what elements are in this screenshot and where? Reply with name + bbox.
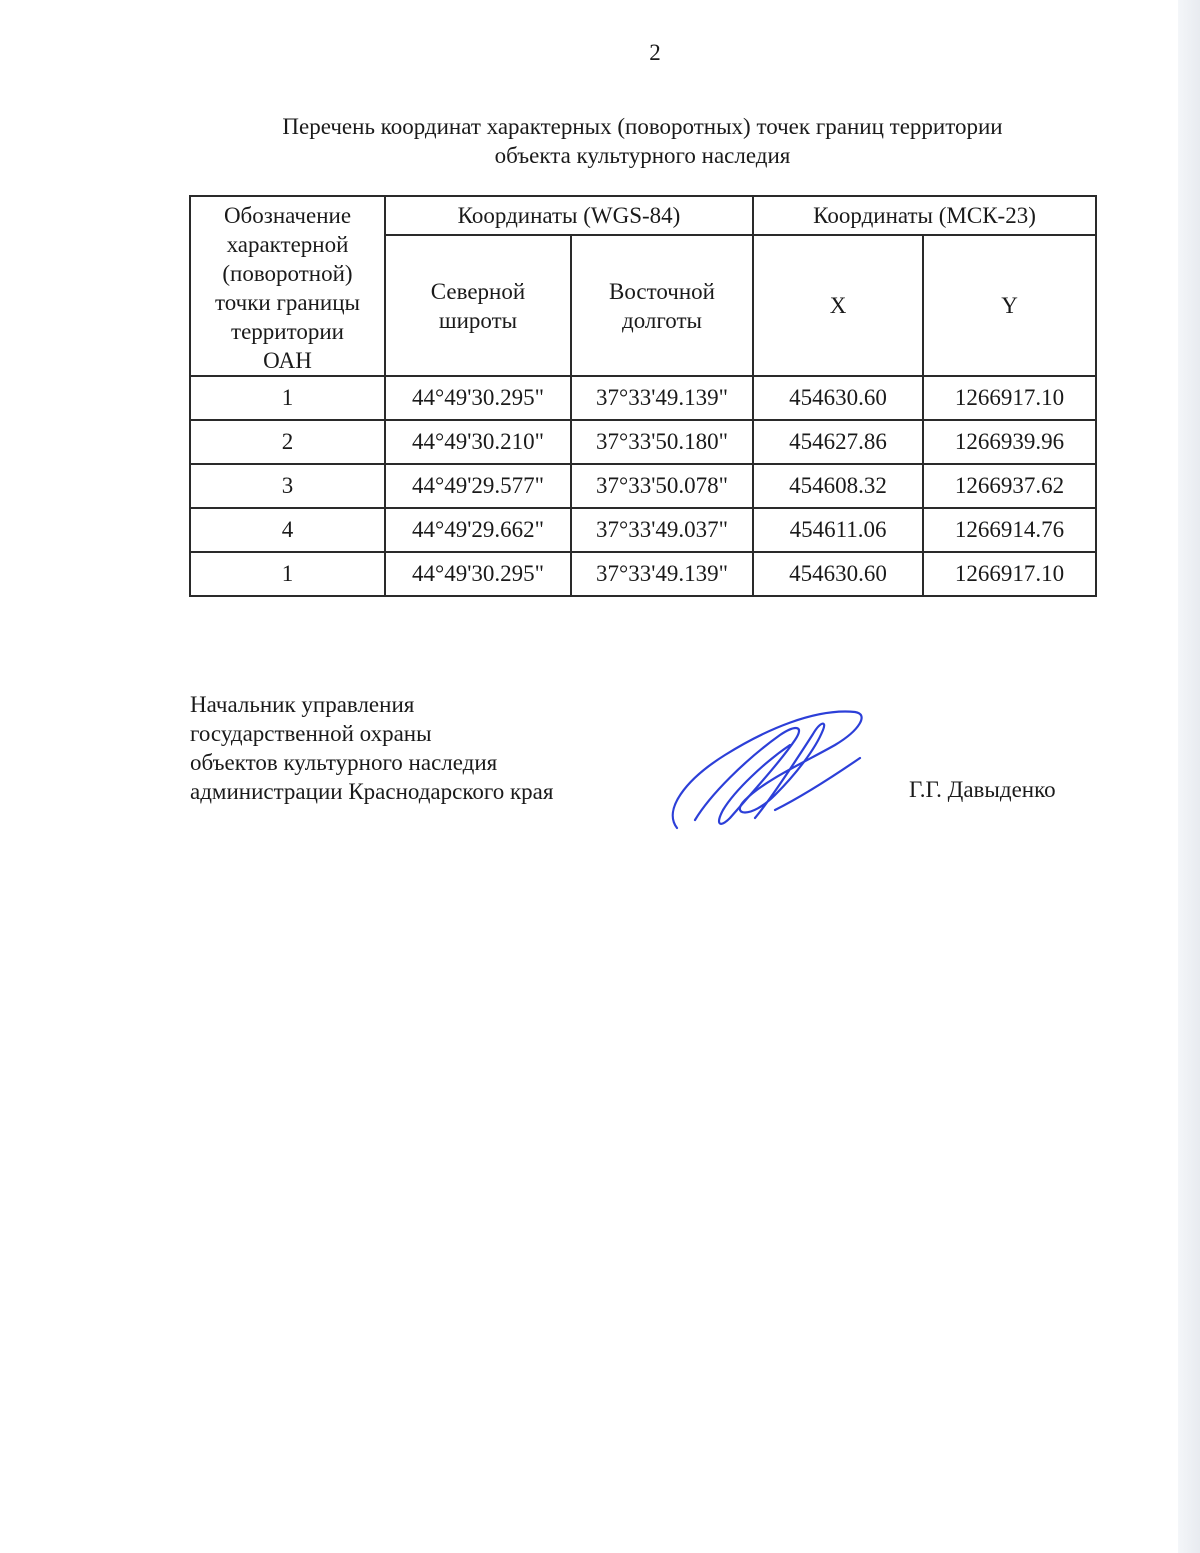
- point-header-line: точки границы: [215, 290, 360, 315]
- point-cell: 1: [190, 552, 385, 596]
- x-cell: 454608.32: [753, 464, 923, 508]
- y-header: Y: [923, 235, 1096, 376]
- y-cell: 1266917.10: [923, 552, 1096, 596]
- lat-header-line: широты: [438, 307, 518, 333]
- point-header-line: (поворотной): [222, 261, 353, 286]
- y-cell: 1266917.10: [923, 376, 1096, 420]
- signer-name: Г.Г. Давыденко: [909, 777, 1056, 802]
- point-header-line: Обозначение: [223, 203, 352, 228]
- table-row: [190, 508, 1096, 552]
- lat-cell: 44°49'30.295": [385, 376, 571, 420]
- point-header-line: характерной: [226, 232, 349, 257]
- point-cell: 2: [190, 420, 385, 464]
- lon-header: [571, 235, 753, 376]
- lat-header: [385, 235, 571, 376]
- lon-header-line: долготы: [622, 307, 702, 333]
- scan-edge: [1178, 0, 1200, 1553]
- wgs-header: Координаты (WGS-84): [385, 196, 753, 235]
- position-line: государственной охраны: [190, 721, 432, 746]
- lon-header-line: Восточной: [609, 278, 715, 304]
- x-cell: 454627.86: [753, 420, 923, 464]
- x-cell: 454630.60: [753, 376, 923, 420]
- x-cell: 454630.60: [753, 552, 923, 596]
- lat-cell: 44°49'29.662": [385, 508, 571, 552]
- point-header-line: ОАН: [263, 348, 312, 373]
- table-row: [190, 420, 1096, 464]
- x-cell: 454611.06: [753, 508, 923, 552]
- table-row: [190, 464, 1096, 508]
- title-line-1: Перечень координат характерных (поворотных) точек границ территории: [282, 114, 1003, 139]
- y-cell: 1266914.76: [923, 508, 1096, 552]
- y-cell: 1266937.62: [923, 464, 1096, 508]
- header-row-top: [190, 196, 1096, 235]
- page-number: 2: [649, 40, 661, 65]
- signer-position: [190, 690, 553, 806]
- position-line: Начальник управления: [190, 692, 415, 717]
- signature-strokes: [673, 712, 862, 828]
- lat-header-line: Северной: [430, 278, 526, 304]
- table-row: [190, 552, 1096, 596]
- msk-header: Координаты (МСК-23): [753, 196, 1096, 235]
- lon-cell: 37°33'50.180": [571, 420, 753, 464]
- point-cell: 3: [190, 464, 385, 508]
- point-cell: 1: [190, 376, 385, 420]
- y-cell: 1266939.96: [923, 420, 1096, 464]
- lon-cell: 37°33'49.139": [571, 376, 753, 420]
- lat-cell: 44°49'30.210": [385, 420, 571, 464]
- position-line: администрации Краснодарского края: [190, 779, 554, 804]
- title-line-2: объекта культурного наследия: [494, 143, 791, 168]
- point-header-line: территории: [231, 319, 344, 344]
- signature-stroke: [775, 758, 860, 810]
- point-header: [190, 196, 385, 376]
- lon-cell: 37°33'49.037": [571, 508, 753, 552]
- coordinates-table: [189, 195, 1097, 597]
- lon-cell: 37°33'49.139": [571, 552, 753, 596]
- point-cell: 4: [190, 508, 385, 552]
- lat-cell: 44°49'30.295": [385, 552, 571, 596]
- table-row: [190, 376, 1096, 420]
- lon-cell: 37°33'50.078": [571, 464, 753, 508]
- document-title: [190, 112, 1095, 170]
- lat-cell: 44°49'29.577": [385, 464, 571, 508]
- handwritten-signature: [655, 700, 870, 835]
- position-line: объектов культурного наследия: [190, 750, 498, 775]
- x-header: X: [753, 235, 923, 376]
